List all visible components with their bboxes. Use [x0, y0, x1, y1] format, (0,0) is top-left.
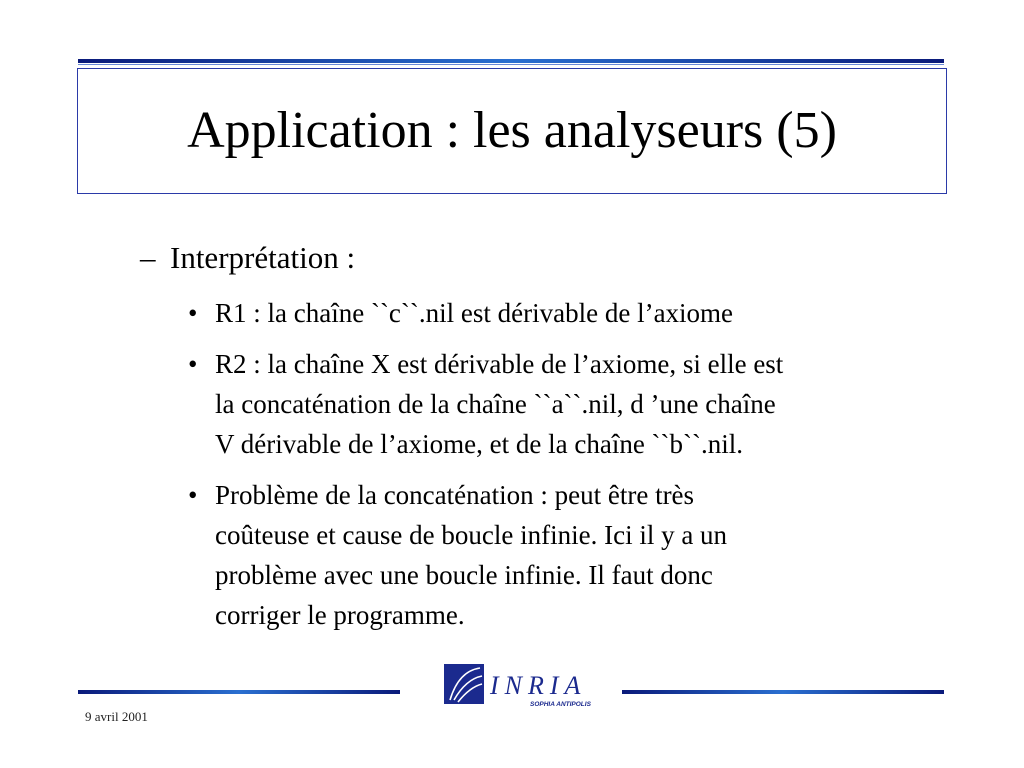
inria-logo	[442, 660, 600, 714]
heading-interpretation	[140, 240, 355, 276]
bullet-text	[215, 475, 945, 635]
bullet-line: la concaténation de la chaîne ``a``.nil, d ’une chaîne	[215, 389, 776, 419]
heading-dash: –	[140, 240, 156, 275]
bullet-line: corriger le programme.	[215, 600, 465, 630]
logo-subtext: SOPHIA ANTIPOLIS	[530, 701, 591, 708]
bullet-dot: •	[188, 349, 198, 379]
top-rule	[78, 59, 944, 63]
footer-date: 9 avril 2001	[85, 709, 148, 724]
bullet-text	[215, 293, 945, 333]
bullet-line: problème avec une boucle infinie. Il faut donc	[215, 560, 713, 590]
bottom-rule-right	[622, 690, 944, 694]
bullet-line: R2 : la chaîne X est dérivable de l’axiome, si elle est	[215, 349, 784, 379]
bullet-dot: •	[188, 480, 198, 510]
heading-text: Interprétation :	[170, 240, 356, 275]
logo-text: INRIA	[490, 671, 587, 700]
bullet-line: Problème de la concaténation : peut être très	[215, 480, 695, 510]
top-rule-thin	[78, 64, 944, 65]
title-box	[77, 68, 947, 194]
bullet-dot: •	[188, 298, 198, 328]
bottom-rule-left	[78, 690, 400, 694]
bullet-line: coûteuse et cause de boucle infinie. Ici il y a un	[215, 520, 728, 550]
bullet-text	[215, 344, 945, 464]
bullet-line: R1 : la chaîne ``c``.nil est dérivable de l’axiome	[215, 298, 734, 328]
slide-title: Application : les analyseurs (5)	[187, 102, 837, 159]
bullet-line: V dérivable de l’axiome, et de la chaîne ``b``.nil.	[215, 429, 744, 459]
